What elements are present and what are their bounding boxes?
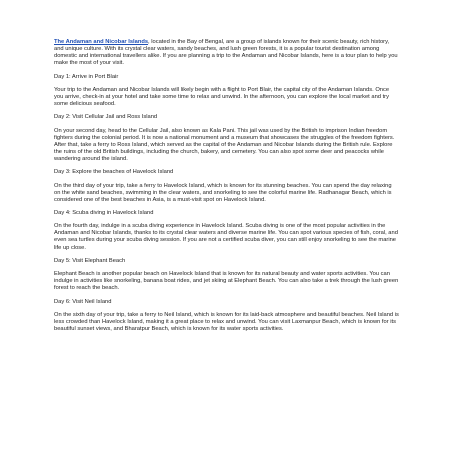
intro-paragraph [54,39,399,67]
day-4-body: On the fourth day, indulge in a scuba diving experience in Havelock Island. Scuba diving is one of the most popular activities in the Andaman and Nicobar Islands, thanks to its crystal clear waters and diverse marine life. You can spot various species of fish, coral, and even sea turtles during your scuba diving session. If you are not a certified scuba diver, you can still enjoy snorkeling to see the marine life up close. [54,223,398,251]
day-3-heading: Day 3: Explore the beaches of Havelock Island [54,169,174,176]
day-2-heading: Day 2: Visit Cellular Jail and Ross Island [54,114,158,121]
day-2-body: On your second day, head to the Cellular Jail, also known as Kala Pani. This jail was used by the British to imprison Indian freedom fighters during the colonial period. It is now a national monument and a museum that showcases the struggles of the freedom fighters. After that, take a ferry to Ross Island, which served as the capital of the Andaman and Nicobar Islands during the British rule. Explore the ruins of the old British buildings, including the church, bakery, and cemetery. You can also spot some deer and peacocks while wandering around the island. [54,127,395,162]
day-6-heading: Day 6: Visit Neil Island [54,298,112,305]
day-4-heading: Day 4: Scuba diving in Havelock Island [54,210,154,216]
day-5-heading: Day 5: Visit Elephant Beach [54,257,126,264]
day-5-body: Elephant Beach is another popular beach on Havelock Island that is known for its natural beauty and water sports activities. You can indulge in activities like snorkeling, banana boat rides, and jet skiing at Elephant Beach. You can also take a trek through the lush green forest to reach the beach. [54,271,399,292]
intro-text: , located in the Bay of Bengal, are a group of islands known for their scenic beauty, rich history, and unique culture. With its crystal clear waters, sandy beaches, and lush green forests, it is a popular tourist destination among domestic and international travellers alike. If you are planning a trip to the Andaman and Nicobar Islands, here is a tour plan to help you make the most of your visit. [54,39,398,67]
andaman-nicobar-link[interactable]: The Andaman and Nicobar Islands [54,39,149,45]
day-1-heading: Day 1: Arrive in Port Blair [54,73,119,80]
day-6-body: On the sixth day of your trip, take a ferry to Neil Island, which is known for its laid-back atmosphere and beautiful beaches. Neil Island is less crowded than Havelock Island, making it a great place to relax and unwind. You can visit Laxmanpur Beach, which is known for its beautiful sunset views, and Bharatpur Beach, which is known for its water sports activities. [54,311,399,333]
day-1-body: Your trip to the Andaman and Nicobar Islands will likely begin with a flight to Port Blair, the capital city of the Andaman Islands. Once you arrive, check-in at your hotel and take some time to relax and unwind. In the afternoon, you can explore the local market and try some delicious seafood. [54,86,390,108]
day-3-body: On the third day of your trip, take a ferry to Havelock Island, which is known for its stunning beaches. You can spend the day relaxing on the white sand beaches, swimming in the clear waters, and snorkeling to see the colorful marine life. Radhanagar Beach, which is considered one of the best beaches in Asia, is a must-visit spot on Havelock Island. [54,182,392,203]
